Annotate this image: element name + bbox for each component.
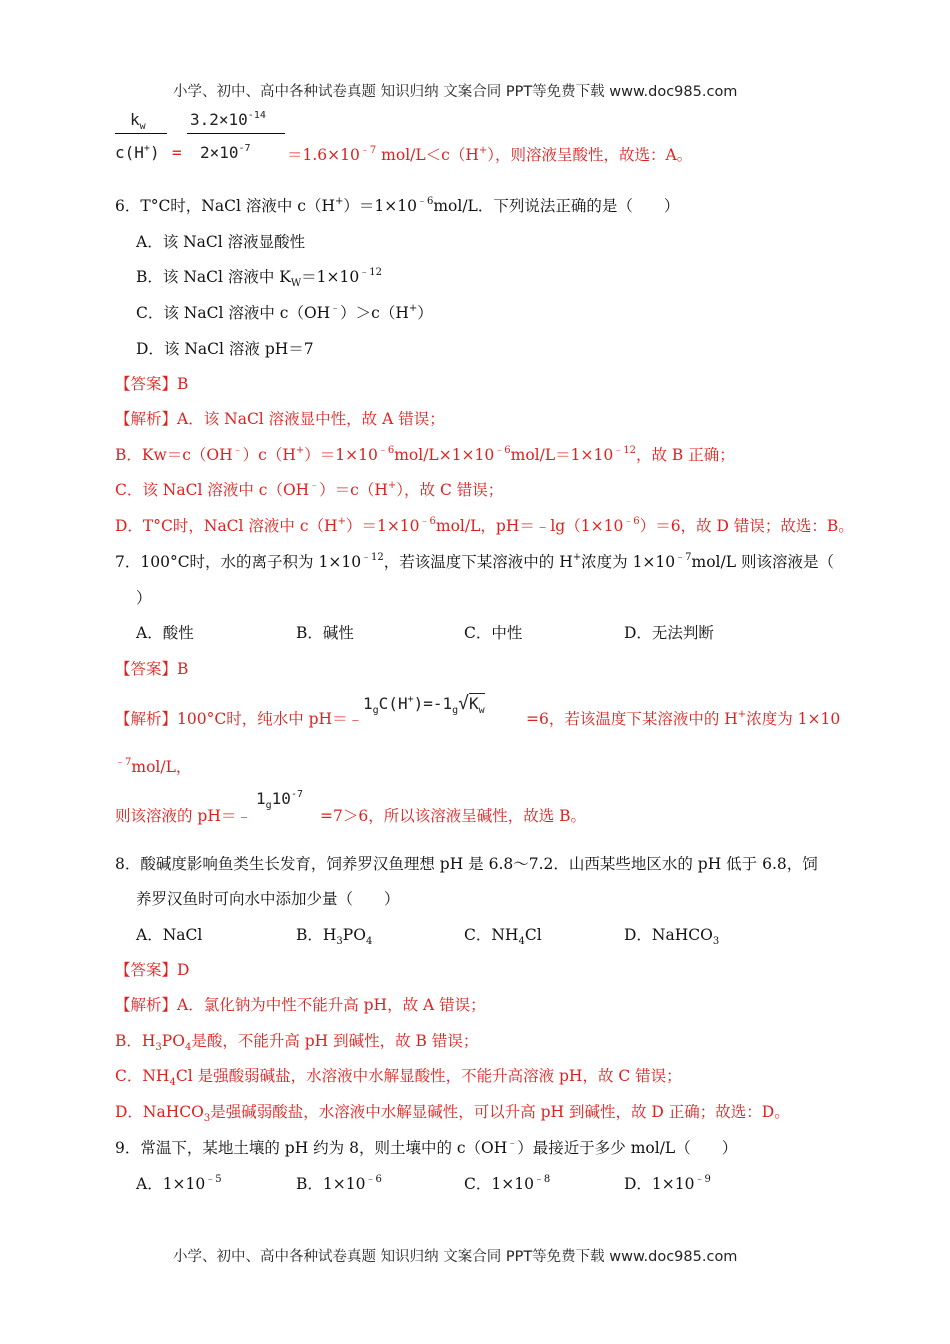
- q7-answer: 【答案】B: [115, 660, 189, 678]
- q8-stem-line-2: 养罗汉鱼时可向水中添加少量（ ）: [136, 890, 400, 908]
- q7-stem: 7．100°C时，水的离子积为 $1\times 10^{﹣12}$，若该温度下某溶液中的 H+浓度为 $1\times 10^{﹣7}mol/L$ 则该溶液是（: [115, 552, 834, 571]
- q7-explanation-1c: $^{﹣7}$mol/L，: [115, 757, 192, 776]
- q7-option-d: D．无法判断: [624, 624, 714, 642]
- q7-formula-1: $1_gC(H^+)=-1_g√K_w$: [363, 693, 485, 716]
- q8-explanation-1: 【解析】A．氯化钠为中性不能升高 pH，故 A 错误；: [115, 996, 486, 1014]
- page-footer: 小学、初中、高中各种试卷真题 知识归纳 文案合同 PPT等免费下载 www.doc985.com: [173, 1249, 738, 1265]
- q7-explanation-2b: =7＞6，所以该溶液呈碱性，故选 B。: [320, 807, 587, 825]
- q7-stem-line-2: ）: [136, 589, 152, 607]
- fraction-bar-2: [187, 133, 285, 134]
- q8-option-c: C．$NH_4Cl$: [464, 926, 542, 947]
- q8-answer: 【答案】D: [115, 961, 190, 979]
- q8-stem-line-1: 8．酸碱度影响鱼类生长发育，饲养罗汉鱼理想 pH 是 6.8～7.2．山西某些地区水的 pH 低于 6.8，饲: [115, 855, 818, 873]
- page-header: 小学、初中、高中各种试卷真题 知识归纳 文案合同 PPT等免费下载 www.doc985.com: [173, 84, 738, 100]
- fraction-bar-1: [115, 133, 167, 134]
- q6-option-b: B．该 NaCl 溶液中 $K_W=1\times 10^{﹣12}$: [136, 267, 382, 289]
- q8-option-b: B．$H_3PO_4$: [296, 926, 373, 947]
- q7-explanation-1a: 【解析】100°C时，纯水中 pH＝﹣: [115, 710, 364, 728]
- fraction-denominator-2: $2\times 10^{-7}$: [200, 143, 251, 162]
- q6-explanation-3: C．该 NaCl 溶液中 c（OH﹣）＝c（H+），故 C 错误；: [115, 480, 504, 499]
- q6-explanation-1: 【解析】A．该 NaCl 溶液显中性，故 A 错误；: [115, 410, 445, 428]
- q7-explanation-1b: =6，若该温度下某溶液中的 H+浓度为 1×10: [526, 709, 841, 728]
- q6-option-c: C．该 NaCl 溶液中 c（OH﹣）＞c（H+）: [136, 303, 433, 322]
- q7-option-b: B．碱性: [296, 624, 354, 642]
- q8-explanation-3: C．$NH_4Cl$ 是强酸弱碱盐，水溶液中水解显酸性，不能升高溶液 pH，故 C 错误；: [115, 1067, 682, 1088]
- q6-stem: 6．T°C时，NaCl 溶液中 $c(H^+)=1\times 10^{﹣6}mol/L$．下列说法正确的是（ ）: [115, 196, 680, 215]
- q6-option-d: D．该 NaCl 溶液 pH＝7: [136, 340, 314, 358]
- q6-answer: 【答案】B: [115, 375, 189, 393]
- q8-option-a: A．NaCl: [136, 926, 203, 944]
- fraction-equals: =: [172, 143, 182, 162]
- q9-option-d: D．$1\times 10^{﹣9}$: [624, 1174, 711, 1193]
- q8-explanation-4: D．NaHCO$_3$是强碱弱酸盐，水溶液中水解显碱性，可以升高 pH 到碱性，故 D 正确；故选：D。: [115, 1103, 790, 1124]
- q9-option-c: C．$1\times 10^{﹣8}$: [464, 1174, 551, 1193]
- fraction-numerator-1: $k_w$: [130, 110, 146, 132]
- q7-option-c: C．中性: [464, 624, 523, 642]
- q7-option-a: A．酸性: [136, 624, 194, 642]
- q7-explanation-2a: 则该溶液的 pH＝﹣: [115, 807, 252, 825]
- q9-option-a: A．$1\times 10^{﹣5}$: [136, 1174, 222, 1193]
- q8-option-d: D．NaHCO$_3$: [624, 926, 720, 947]
- fraction-result: $=1.6\times 10^{﹣7}$ mol/L＜c（H+），则溶液呈酸性，故选：A。: [287, 145, 693, 164]
- q6-explanation-2: B．$Kw=c(OH^﹣)c(H^+)=1\times 10^{﹣6}mol/L\times 1\times 10^{﹣6}mol/L=1\times 10^{﹣12}$，故 B 正确；: [115, 445, 735, 464]
- q6-option-a: A．该 NaCl 溶液显酸性: [136, 233, 306, 251]
- q9-option-b: B．$1\times 10^{﹣6}$: [296, 1174, 382, 1193]
- q7-formula-2: $1_g10^{-7}$: [256, 789, 303, 811]
- q6-explanation-4: D．T°C时，NaCl 溶液中 $c(H^+)=1\times 10^{﹣6}mol/L$，$pH=﹣\lg(1\times 10^{﹣6})=6$，故 D 错误；故选：B。: [115, 516, 854, 535]
- fraction-denominator-1: c(H+): [115, 143, 160, 162]
- fraction-numerator-2: $3.2\times 10^{-14}$: [190, 110, 266, 129]
- q8-explanation-2: B．$H_3PO_4$是酸，不能升高 pH 到碱性，故 B 错误；: [115, 1032, 479, 1053]
- q9-stem: 9．常温下，某地土壤的 pH 约为 8，则土壤中的 c（OH﹣）最接近于多少 mol/L（ ）: [115, 1138, 738, 1157]
